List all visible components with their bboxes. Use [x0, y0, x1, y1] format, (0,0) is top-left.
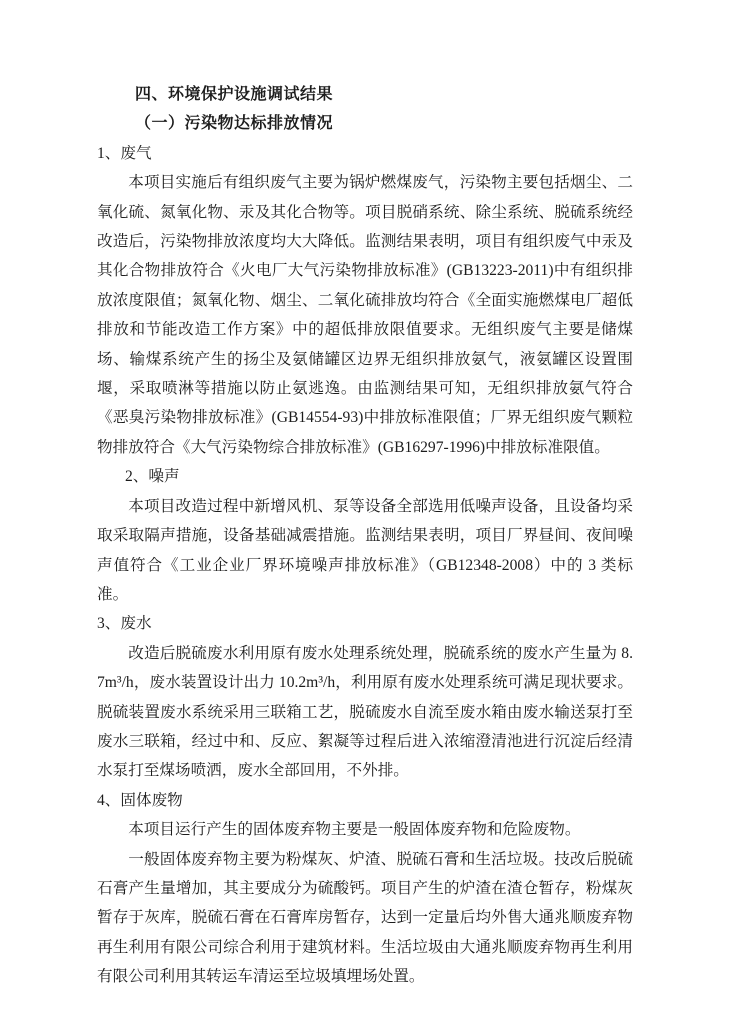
section-title-noise: 2、噪声 [125, 468, 180, 486]
section-title-waste-water: 3、废水 [97, 615, 152, 633]
paragraph-noise: 本项目改造过程中新增风机、泵等设备全部选用低噪声设备，且设备均采取采取隔声措施，设备基础减震措施。监测结果表明，项目厂界昼间、夜间噪声值符合《工业企业厂界环境噪声排放标准》（GB12348-2008）中的 3 类标准。 [97, 497, 633, 603]
section-noise [97, 462, 633, 609]
heading-main: 四、环境保护设施调试结果 [135, 86, 334, 103]
paragraph-solid-waste-detail: 一般固体废弃物主要为粉煤灰、炉渣、脱硫石膏和生活垃圾。技改后脱硫石膏产生量增加，其主要成分为硫酸钙。项目产生的炉渣在渣仓暂存，粉煤灰暂存于灰库，脱硫石膏在石膏库房暂存，达到一定量后均外售大通兆顺废弃物再生利用有限公司综合利用于建筑材料。生活垃圾由大通兆顺废弃物再生利用有限公司利用其转运车清运至垃圾填埋场处置。 [97, 850, 633, 986]
heading-sub: （一）污染物达标排放情况 [135, 115, 334, 133]
paragraph-solid-waste-intro: 本项目运行产生的固体废弃物主要是一般固体废弃物和危险废物。 [128, 821, 581, 839]
section-waste-gas [97, 139, 633, 462]
section-solid-waste [97, 786, 633, 992]
section-waste-water [97, 609, 633, 785]
paragraph-waste-gas: 本项目实施后有组织废气主要为锅炉燃煤废气，污染物主要包括烟尘、二氧化硫、氮氧化物、汞及其化合物等。项目脱硝系统、除尘系统、脱硫系统经改造后，污染物排放浓度均大大降低。监测结果表明，项目有组织废气中汞及其化合物排放符合《火电厂大气污染物排放标准》(GB13223-2011)中有组织排放浓度限值；氮氧化物、烟尘、二氧化硫排放均符合《全面实施燃煤电厂超低排放和节能改造工作方案》中的超低排放限值要求。无组织废气主要是储煤场、输煤系统产生的扬尘及氨储罐区边界无组织排放氨气，液氨罐区设置围堰，采取喷淋等措施以防止氨逃逸。由监测结果可知，无组织排放氨气符合《恶臭污染物排放标准》(GB14554-93)中排放标准限值；厂界无组织废气颗粒物排放符合《大气污染物综合排放标准》(GB16297-1996)中排放标准限值。 [97, 174, 633, 456]
section-title-solid-waste: 4、固体废物 [97, 791, 183, 809]
section-title-waste-gas: 1、废气 [97, 144, 152, 162]
paragraph-waste-water: 改造后脱硫废水利用原有废水处理系统处理，脱硫系统的废水产生量为 8.7m³/h，废水装置设计出力 10.2m³/h，利用原有废水处理系统可满足现状要求。脱硫装置废水系统采用三联箱工艺，脱硫废水自流至废水箱由废水输送泵打至废水三联箱，经过中和、反应、絮凝等过程后进入浓缩澄清池进行沉淀后经清水泵打至煤场喷洒，废水全部回用，不外排。 [97, 644, 633, 780]
